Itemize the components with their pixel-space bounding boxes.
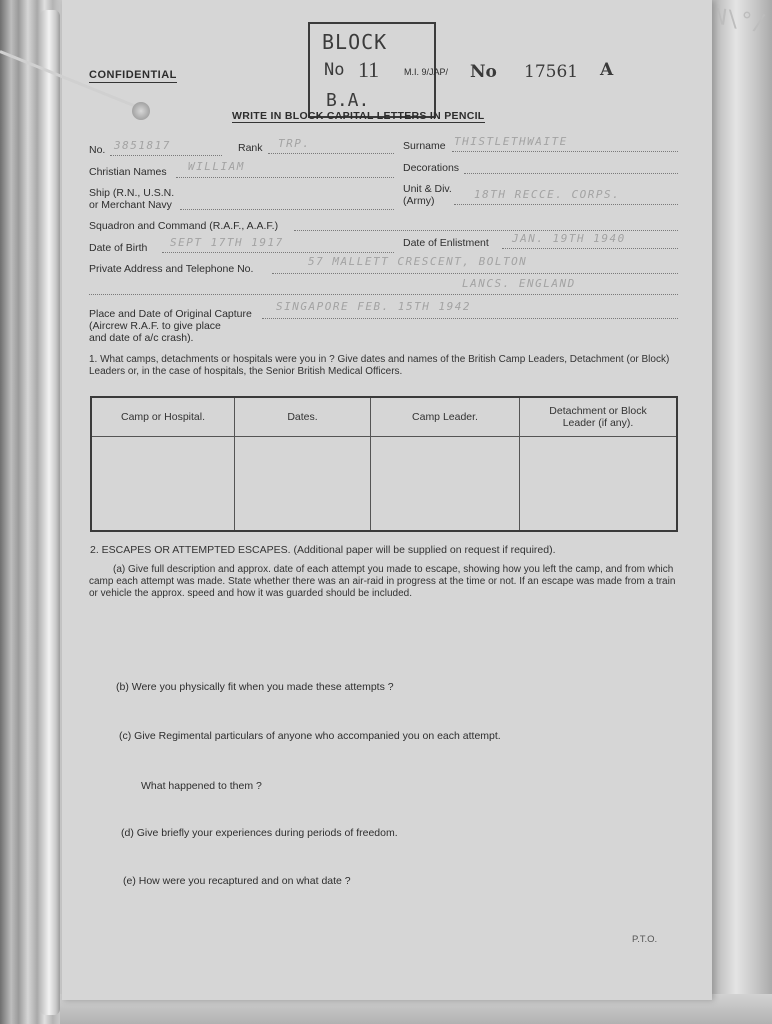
stamp-block-text: BLOCK (322, 30, 388, 54)
capture-label-1: Place and Date of Original Capture (89, 308, 252, 320)
dob-value: SEPT 17TH 1917 (170, 236, 284, 249)
section2-question-e: (e) How were you recaptured and on what date ? (123, 875, 351, 887)
instruction-heading: WRITE IN BLOCK CAPITAL LETTERS IN PENCIL (232, 110, 485, 122)
camps-cell (371, 437, 520, 532)
dob-label: Date of Birth (89, 242, 148, 254)
unit-label-2: (Army) (403, 195, 435, 207)
section2-question-b: (b) Were you physically fit when you made these attempts ? (116, 681, 394, 693)
address-label: Private Address and Telephone No. (89, 263, 254, 275)
section1-question: 1. What camps, detachments or hospitals were you in ? Give dates and names of the British Camp Leaders, Detachment (or Block) Leaders or, in the case of hospitals, the Senior British Medical Officers. (89, 354, 670, 377)
enlistment-label: Date of Enlistment (403, 237, 489, 249)
pto-label: P.T.O. (632, 934, 658, 945)
camps-table-header (91, 397, 677, 437)
col-camp-or-hospital: Camp or Hospital. (91, 397, 235, 437)
address-value-2: LANCS. ENGLAND (462, 277, 576, 290)
col-dates: Dates. (235, 397, 371, 437)
decorations-label: Decorations (403, 162, 460, 174)
address-value-1: 57 MALLETT CRESCENT, BOLTON (308, 255, 528, 268)
rank-value: TRP. (278, 137, 311, 150)
camps-table (90, 396, 678, 532)
camps-table-row (91, 437, 677, 532)
surname-label: Surname (403, 140, 446, 152)
stamp-ba-text: B.A. (326, 90, 370, 111)
capture-label-3: and date of a/c crash). (89, 332, 194, 344)
christian-names-label: Christian Names (89, 166, 167, 178)
no-label: No. (89, 144, 106, 156)
rank-label: Rank (238, 142, 263, 154)
mi-reference: M.I. 9/JAP/ (404, 67, 449, 77)
section2-question-c2: What happened to them ? (141, 780, 262, 792)
camps-cell (91, 437, 235, 532)
camps-cell (520, 437, 678, 532)
col-detachment-leader: Detachment or Block Leader (if any). (520, 397, 678, 437)
squadron-label: Squadron and Command (R.A.F., A.A.F.) (89, 220, 279, 232)
capture-value: SINGAPORE FEB. 15TH 1942 (276, 300, 471, 313)
unit-value: 18TH RECCE. CORPS. (474, 188, 621, 201)
confidential-label: CONFIDENTIAL (89, 69, 177, 81)
binding-knot (132, 102, 150, 120)
surname-value: THISTLETHWAITE (454, 135, 568, 148)
section2-question-c: (c) Give Regimental particulars of anyone who accompanied you on each attempt. (119, 730, 501, 742)
unit-label-1: Unit & Div. (403, 183, 452, 195)
enlistment-value: JAN. 19TH 1940 (512, 232, 626, 245)
camps-cell (235, 437, 371, 532)
ship-label-2: or Merchant Navy (89, 199, 172, 211)
binder-rod (40, 10, 60, 1015)
serial-number: 17561 (524, 62, 579, 82)
serial-no-label: No (470, 62, 497, 82)
capture-label-2: (Aircrew R.A.F. to give place (89, 320, 221, 332)
col-camp-leader: Camp Leader. (371, 397, 520, 437)
no-value: 3851817 (114, 139, 171, 152)
serial-suffix: A (600, 60, 614, 80)
christian-names-value: WILLIAM (188, 160, 245, 173)
corner-scribble: N\°/ (711, 4, 768, 37)
section2-question-d: (d) Give briefly your experiences during periods of freedom. (121, 827, 398, 839)
stamp-no-text: No (324, 60, 345, 80)
stamp-number: 11 (358, 57, 380, 82)
ship-label-1: Ship (R.N., U.S.N. (89, 187, 175, 199)
section2-heading: 2. ESCAPES OR ATTEMPTED ESCAPES. (Additional paper will be supplied on request if required). (90, 544, 556, 556)
section2-question-a: (a) Give full description and approx. date of each attempt you made to escape, showing how you left the camp, and from which camp each attempt was made. State whether there was an air-raid in progress at the time or not. If an escape was made from a train or vehicle the approx. speed and how it was guarded should be included. (89, 564, 676, 599)
form-page (62, 0, 712, 1000)
